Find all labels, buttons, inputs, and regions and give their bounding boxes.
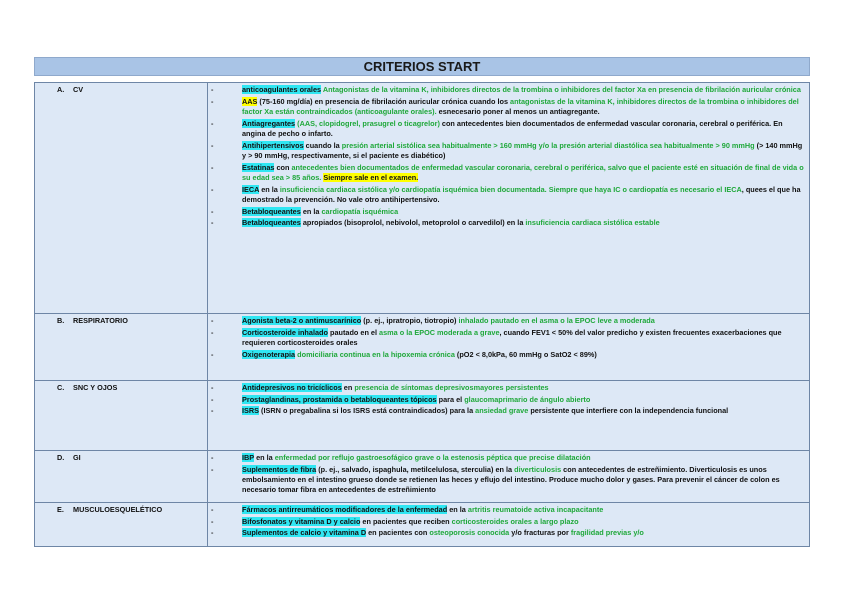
text-segment: (p. ej., salvado, ispaghula, metilcelulosa, sterculia) en la: [316, 464, 515, 474]
category-letter: E.: [57, 505, 64, 514]
text-segment: Bifosfonatos y vitamina D y calcio: [242, 516, 361, 526]
text-segment: en la: [259, 184, 280, 194]
table-row: [35, 451, 810, 503]
text-segment: en pacientes que reciben: [360, 516, 452, 526]
text-segment: (> 140 mmHg y > 90 mmHg, respectivamente, si el paciente es diabético): [242, 140, 803, 160]
list-item: [232, 207, 805, 217]
criteria-cell: [208, 503, 810, 547]
category-cell: [35, 451, 208, 503]
text-segment: Suplementos de fibra: [242, 464, 317, 474]
text-segment: (75-160 mg/día) en presencia de fibrilación auricular crónica cuando los: [257, 96, 511, 106]
text-segment: Siempre sale en el examen.: [323, 173, 419, 182]
text-segment: , quees el que ha demostrado la prevención. No vale otro antihipertensivo.: [242, 184, 801, 204]
text-segment: Fármacos antirreumáticos modificadores de la enfermedad: [242, 505, 448, 514]
text-segment: insuficiencia cardiaca sistólica y/o cardiopatía isquémica bien documentada. Siempre que haya IC o cardiopatía es necesario el IECA: [279, 184, 742, 194]
criteria-cell: [208, 314, 810, 381]
text-segment: corticosteroides orales a largo plazo: [451, 516, 579, 526]
text-segment: (ISRN o pregabalina si los ISRS está contraindicados) para la: [259, 406, 476, 416]
list-item: [232, 465, 805, 496]
text-segment: Estatinas: [242, 162, 275, 172]
criteria-table: [34, 82, 810, 547]
criteria-list: [232, 85, 805, 229]
list-item: [232, 316, 805, 326]
text-segment: diverticulosis: [514, 464, 562, 474]
text-segment: en pacientes con: [366, 528, 430, 538]
text-segment: (AAS, clopidogrel, prasugrel o ticagrelor): [295, 118, 440, 128]
text-segment: y/o fracturas por: [509, 528, 571, 538]
list-item: [232, 185, 805, 206]
text-segment: Suplementos de calcio y vitamina D: [242, 528, 367, 538]
text-segment: , cuando FEV1 < 50% del valor predicho y existen frecuentes exacerbaciones que requieren corticosteroides orales: [242, 327, 782, 347]
text-segment: cuando la: [303, 140, 342, 150]
text-segment: Antiagregantes: [242, 118, 296, 128]
list-item: [232, 119, 805, 140]
text-segment: Antagonistas de la vitamina K, inhibidores directos de la trombina o inhibidores del factor Xa en presencia de fibrilación auricular crónica: [321, 85, 801, 94]
category-letter: D.: [57, 453, 65, 462]
list-item: [232, 141, 805, 162]
list-item: [232, 383, 805, 393]
category-cell: [35, 503, 208, 547]
text-segment: con: [274, 162, 292, 172]
category-name: SNC Y OJOS: [73, 383, 118, 392]
text-segment: IBP: [242, 453, 255, 462]
text-segment: artritis reumatoide activa incapacitante: [467, 505, 604, 514]
text-segment: enfermedad por reflujo gastroesofágico grave o la estenosis péptica que precise dilatación: [274, 453, 591, 462]
category-letter: C.: [57, 383, 65, 392]
text-segment: (pO2 < 8,0kPa, 60 mmHg o SatO2 < 89%): [454, 349, 597, 359]
text-segment: anticoagulantes orales: [242, 85, 322, 94]
text-segment: Corticosteroide inhalado: [242, 327, 328, 337]
table-row: [35, 83, 810, 314]
text-segment: Antidepresivos no tricíclicos: [242, 383, 342, 392]
text-segment: Prostaglandinas, prostamida o betabloqueantes tópicos: [242, 394, 437, 404]
category-letter: A.: [57, 85, 65, 94]
text-segment: apropiados (bisoprolol, nebivolol, metoprolol o carvedilol) en la: [300, 218, 526, 228]
criteria-list: [232, 316, 805, 360]
text-segment: Betabloqueantes: [242, 206, 301, 216]
text-segment: en: [341, 383, 355, 392]
text-segment: para el: [436, 394, 465, 404]
text-segment: Antihipertensivos: [242, 140, 304, 150]
category-name: MUSCULOESQUELÉTICO: [73, 505, 163, 514]
text-segment: osteoporosis conocida: [429, 528, 510, 538]
list-item: [232, 517, 805, 527]
page-title: CRITERIOS START: [34, 57, 810, 76]
text-segment: fragilidad previas y/o: [570, 528, 644, 538]
criteria-list: [232, 383, 805, 417]
text-segment: pautado en el: [327, 327, 380, 337]
list-item: [232, 395, 805, 405]
text-segment: glaucomaprimario de ángulo abierto: [464, 394, 591, 404]
criteria-cell: [208, 381, 810, 451]
text-segment: Oxigenoterapia: [242, 349, 296, 359]
table-row: [35, 314, 810, 381]
list-item: [232, 97, 805, 118]
criteria-list: [232, 505, 805, 539]
text-segment: inhalado pautado en el asma o la EPOC leve a moderada: [458, 316, 655, 325]
text-segment: en la: [447, 505, 468, 514]
text-segment: (p. ej., ipratropio, tiotropio): [361, 316, 459, 325]
criteria-cell: [208, 83, 810, 314]
text-segment: cardiopatía isquémica: [321, 206, 399, 216]
category-cell: [35, 83, 208, 314]
criteria-list: [232, 453, 805, 496]
table-row: [35, 503, 810, 547]
category-cell: [35, 314, 208, 381]
list-item: [232, 453, 805, 463]
text-segment: antecedentes bien documentados de enfermedad vascular coronaria, cerebral o periférica, salvo que el paciente esté en situación de final de vida o su edad sea > 85 años.: [242, 162, 804, 182]
category-letter: B.: [57, 316, 65, 325]
text-segment: IECA: [242, 184, 260, 194]
list-item: [232, 350, 805, 360]
text-segment: asma o la EPOC moderada a grave: [379, 327, 500, 337]
list-item: [232, 218, 805, 228]
category-name: RESPIRATORIO: [73, 316, 128, 325]
list-item: [232, 328, 805, 349]
list-item: [232, 406, 805, 416]
text-segment: Betabloqueantes: [242, 218, 301, 228]
text-segment: presencia de síntomas depresivosmayores persistentes: [354, 383, 549, 392]
list-item: [232, 85, 805, 95]
list-item: [232, 505, 805, 515]
text-segment: domiciliaria continua en la hipoxemia crónica: [295, 349, 455, 359]
text-segment: ansiedad grave: [475, 406, 529, 416]
criteria-cell: [208, 451, 810, 503]
text-segment: con antecedentes de estreñimiento. Diverticulosis es unos embolsamiento en el intestino grueso donde se retienen las heces y eflujo del intestino. Produce mucho dolor y gases. Para prevenir el cáncer de colon es necesario tomar fibra en antecedentes de estreñimiento: [242, 464, 780, 495]
text-segment: en la: [300, 206, 322, 216]
text-segment: antagonistas de la vitamina K, inhibidores directos de la trombina o inhibidores del factor Xa están contraindicados (anticoagulante orales).: [242, 96, 799, 116]
text-segment: AAS: [242, 96, 258, 106]
text-segment: ISRS: [242, 406, 260, 416]
category-name: CV: [73, 85, 84, 94]
category-name: GI: [73, 453, 81, 462]
text-segment: presión arterial sistólica sea habitualmente > 160 mmHg y/o la presión arterial diastólica sea habitualmente > 90 mmHg: [341, 140, 755, 150]
text-segment: persistente que interfiere con la independencia funcional: [528, 406, 729, 416]
category-cell: [35, 381, 208, 451]
table-row: [35, 381, 810, 451]
text-segment: esnecesario poner al menos un antiagregante.: [436, 107, 600, 116]
text-segment: en la: [254, 453, 275, 462]
text-segment: con antecedentes bien documentados de enfermedad vascular coronaria, cerebral o periférica. En angina de pecho o infarto.: [242, 118, 783, 138]
text-segment: Agonista beta-2 o antimuscarínico: [242, 316, 362, 325]
list-item: [232, 163, 805, 184]
text-segment: insuficiencia cardiaca sistólica estable: [525, 218, 660, 228]
list-item: [232, 528, 805, 538]
